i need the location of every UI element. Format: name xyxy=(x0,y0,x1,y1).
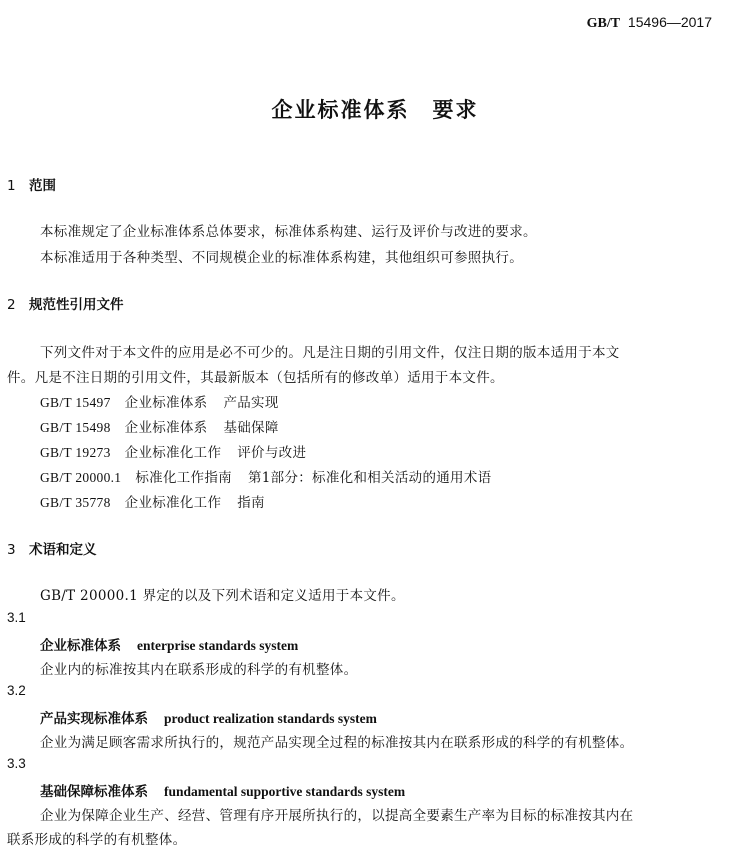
reference-subtitle: 基础保障 xyxy=(223,420,279,436)
reference-code: GB/T 35778 xyxy=(40,495,111,510)
section-number: 2 xyxy=(7,297,16,313)
section-number: 1 xyxy=(7,178,16,194)
reference-item xyxy=(40,416,279,436)
section-title: 规范性引用文件 xyxy=(29,297,124,313)
standard-number xyxy=(587,14,712,32)
reference-subtitle: 评价与改进 xyxy=(237,445,307,461)
paragraph: 下列文件对于本文件的应用是必不可少的。凡是注日期的引用文件，仅注日期的版本适用于本文 xyxy=(40,345,620,361)
clause-number: 3.2 xyxy=(7,683,26,698)
reference-item xyxy=(40,441,306,461)
term-zh: 产品实现标准体系 xyxy=(40,711,148,727)
reference-title: 企业标准化工作 xyxy=(124,445,222,461)
term-entry xyxy=(40,634,298,654)
clause-number: 3.3 xyxy=(7,756,26,771)
reference-title: 企业标准体系 xyxy=(124,395,208,411)
clause-number: 3.1 xyxy=(7,610,26,625)
term-en: fundamental supportive standards system xyxy=(164,784,406,799)
reference-title: 企业标准体系 xyxy=(124,420,208,436)
reference-item xyxy=(40,391,279,411)
reference-subtitle: 指南 xyxy=(237,495,265,511)
term-definition: 企业内的标准按其内在联系形成的科学的有机整体。 xyxy=(40,662,358,678)
reference-code: GB/T 20000.1 xyxy=(40,470,122,485)
term-definition: 企业为保障企业生产、经营、管理有序开展所执行的，以提高全要素生产率为目标的标准按其内在 xyxy=(40,808,634,824)
section-heading-3 xyxy=(7,538,97,558)
term-definition: 企业为满足顾客需求所执行的，规范产品实现全过程的标准按其内在联系形成的科学的有机整体。 xyxy=(40,735,634,751)
reference-item xyxy=(40,466,491,486)
paragraph: 件。凡是不注日期的引用文件，其最新版本（包括所有的修改单）适用于本文件。 xyxy=(7,370,504,386)
section-heading-1 xyxy=(7,174,56,194)
standard-code: 15496—2017 xyxy=(627,14,712,30)
reference-subtitle: 产品实现 xyxy=(223,395,279,411)
term-zh: 基础保障标准体系 xyxy=(40,784,148,800)
reference-title: 企业标准化工作 xyxy=(124,495,222,511)
term-entry xyxy=(40,707,377,727)
paragraph: GB/T 20000.1 界定的以及下列术语和定义适用于本文件。 xyxy=(40,588,405,604)
section-title: 范围 xyxy=(29,178,56,194)
term-entry xyxy=(40,780,405,800)
reference-code: GB/T 19273 xyxy=(40,445,111,460)
paragraph: 本标准规定了企业标准体系总体要求，标准体系构建、运行及评价与改进的要求。 xyxy=(40,224,537,240)
section-number: 3 xyxy=(7,542,16,558)
reference-code: GB/T 15497 xyxy=(40,395,111,410)
reference-title: 标准化工作指南 xyxy=(135,470,232,486)
term-definition-continued: 联系形成的科学的有机整体。 xyxy=(7,832,187,848)
term-en: enterprise standards system xyxy=(137,638,299,653)
term-zh: 企业标准体系 xyxy=(40,638,121,654)
document-title: 企业标准体系 要求 xyxy=(271,98,479,122)
term-en: product realization standards system xyxy=(164,711,377,726)
paragraph: 本标准适用于各种类型、不同规模企业的标准体系构建，其他组织可参照执行。 xyxy=(40,250,523,266)
reference-code: GB/T 15498 xyxy=(40,420,111,435)
reference-item xyxy=(40,491,265,511)
standard-prefix: GB/T xyxy=(586,16,621,31)
section-title: 术语和定义 xyxy=(29,542,97,558)
section-heading-2 xyxy=(7,293,124,313)
reference-subtitle: 第1部分：标准化和相关活动的通用术语 xyxy=(247,470,492,486)
